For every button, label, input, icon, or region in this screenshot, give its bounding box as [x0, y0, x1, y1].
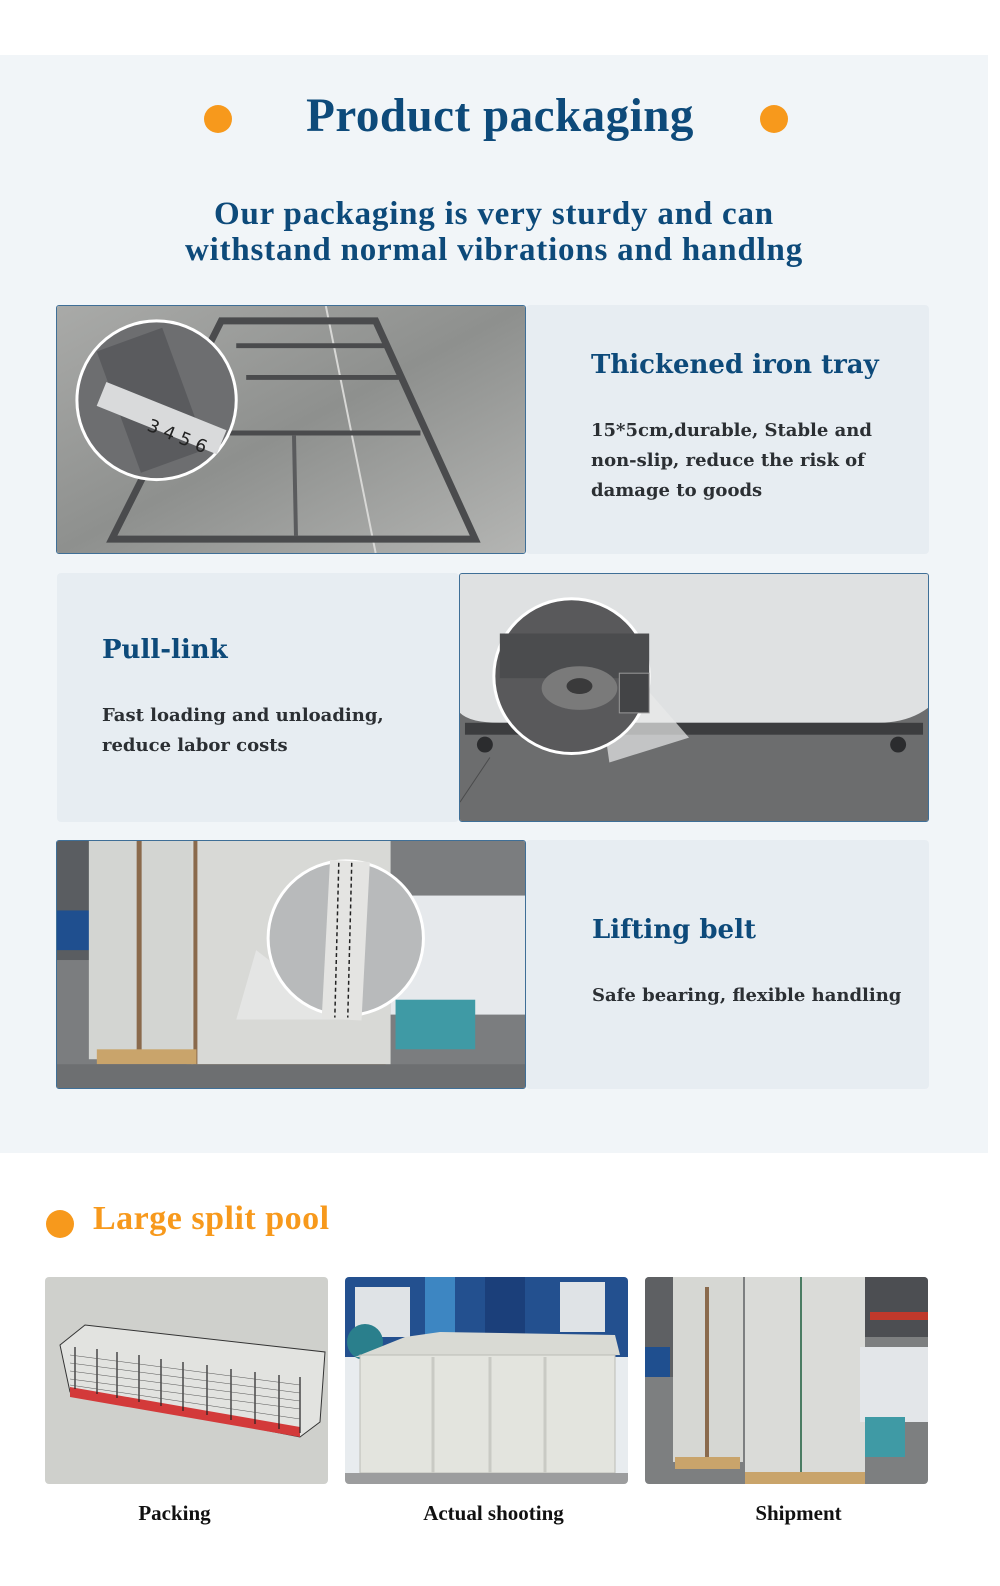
lifting-belt-description: Safe bearing, flexible handling — [592, 985, 902, 1006]
lifting-belt-panel — [526, 840, 929, 1089]
iron-tray-description: 15*5cm,durable, Stable and non-slip, reduce the risk of damage to goods — [591, 420, 872, 501]
pull-link-title: Pull-link — [102, 635, 228, 665]
shipment-label: Shipment — [755, 1501, 842, 1525]
actual-shooting-image — [345, 1277, 628, 1484]
page-title: Product packaging — [306, 89, 694, 142]
packing-image — [45, 1277, 328, 1484]
pull-link-description: Fast loading and unloading, reduce labor costs — [102, 705, 384, 756]
accent-dot-right-icon — [760, 105, 788, 133]
lifting-belt-title: Lifting belt — [592, 915, 756, 945]
packing-label: Packing — [138, 1501, 211, 1525]
iron-tray-title: Thickened iron tray — [591, 350, 879, 380]
shipment-image — [645, 1277, 928, 1484]
pull-link-image-icon — [460, 574, 928, 821]
container-diagram-icon — [45, 1277, 328, 1484]
pool-photo-icon — [345, 1277, 628, 1484]
pallets-photo-icon — [645, 1277, 928, 1484]
packaging-subtitle — [0, 196, 988, 268]
actual-shooting-label: Actual shooting — [423, 1501, 564, 1525]
split-pool-title: Large split pool — [93, 1200, 330, 1237]
subtitle-line-2: withstand normal vibrations and handlng — [184, 232, 804, 268]
iron-tray-image-icon — [57, 306, 525, 553]
iron-tray-panel — [526, 305, 929, 554]
iron-tray-photo — [56, 305, 526, 554]
pull-link-panel — [57, 573, 459, 822]
lifting-belt-photo — [56, 840, 526, 1089]
lifting-belt-image-icon — [57, 841, 525, 1088]
svg-text:3 4 5 6: 3 4 5 6 — [144, 415, 211, 459]
split-pool-dot-icon — [46, 1210, 74, 1238]
subtitle-line-1: Our packaging is very sturdy and can — [214, 196, 774, 232]
pull-link-photo — [459, 573, 929, 822]
